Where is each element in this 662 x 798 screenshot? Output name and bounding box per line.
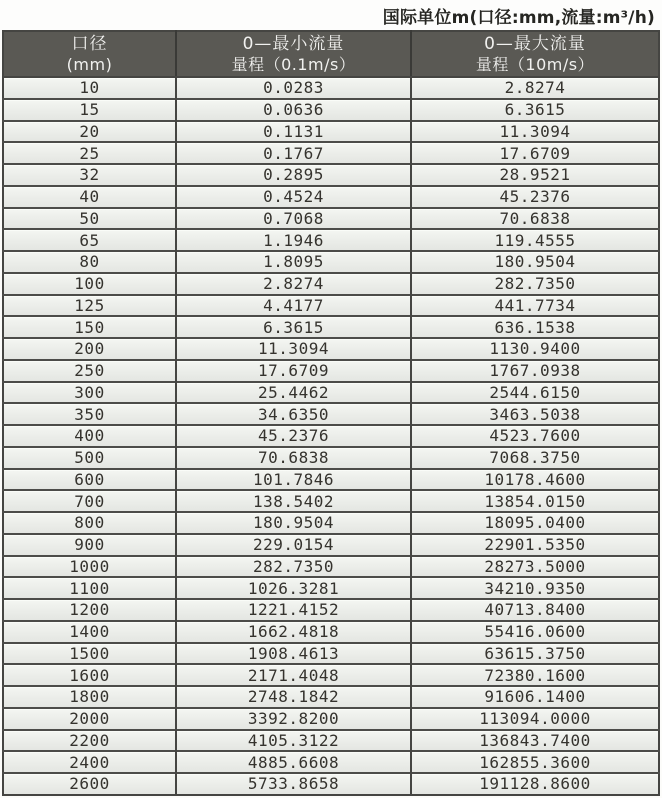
cell-min-flow: 0.2895 xyxy=(176,164,411,186)
col-header-min-flow-label: 0—最小流量 xyxy=(242,34,345,54)
cell-max-flow: 63615.3750 xyxy=(411,643,659,665)
table-row xyxy=(3,490,659,512)
cell-max-flow: 4523.7600 xyxy=(411,425,659,447)
cell-max-flow: 34210.9350 xyxy=(411,577,659,599)
table-row xyxy=(3,164,659,186)
cell-min-flow: 282.7350 xyxy=(176,556,411,578)
table-row xyxy=(3,316,659,338)
cell-min-flow: 180.9504 xyxy=(176,512,411,534)
table-row xyxy=(3,447,659,469)
table-row xyxy=(3,142,659,164)
cell-max-flow: 180.9504 xyxy=(411,251,659,273)
cell-min-flow: 0.0636 xyxy=(176,99,411,121)
flow-range-table xyxy=(2,30,660,796)
cell-min-flow: 1221.4152 xyxy=(176,599,411,621)
cell-min-flow: 17.6709 xyxy=(176,360,411,382)
cell-diameter: 1100 xyxy=(3,577,176,599)
cell-min-flow: 1908.4613 xyxy=(176,643,411,665)
cell-max-flow: 6.3615 xyxy=(411,99,659,121)
cell-max-flow: 2544.6150 xyxy=(411,382,659,404)
cell-diameter: 250 xyxy=(3,360,176,382)
cell-max-flow: 7068.3750 xyxy=(411,447,659,469)
cell-diameter: 80 xyxy=(3,251,176,273)
cell-diameter: 350 xyxy=(3,403,176,425)
cell-min-flow: 0.7068 xyxy=(176,208,411,230)
cell-max-flow: 191128.8600 xyxy=(411,773,659,795)
cell-max-flow: 10178.4600 xyxy=(411,469,659,491)
cell-diameter: 2200 xyxy=(3,730,176,752)
table-row xyxy=(3,556,659,578)
cell-diameter: 900 xyxy=(3,534,176,556)
cell-diameter: 1500 xyxy=(3,643,176,665)
cell-diameter: 20 xyxy=(3,121,176,143)
cell-diameter: 2600 xyxy=(3,773,176,795)
cell-max-flow: 22901.5350 xyxy=(411,534,659,556)
cell-diameter: 1200 xyxy=(3,599,176,621)
cell-max-flow: 17.6709 xyxy=(411,142,659,164)
cell-diameter: 150 xyxy=(3,316,176,338)
cell-max-flow: 72380.1600 xyxy=(411,664,659,686)
cell-diameter: 1600 xyxy=(3,664,176,686)
cell-min-flow: 101.7846 xyxy=(176,469,411,491)
cell-diameter: 125 xyxy=(3,295,176,317)
table-row xyxy=(3,338,659,360)
cell-diameter: 400 xyxy=(3,425,176,447)
cell-max-flow: 1767.0938 xyxy=(411,360,659,382)
cell-min-flow: 4105.3122 xyxy=(176,730,411,752)
table-body xyxy=(3,77,659,795)
table-row xyxy=(3,229,659,251)
cell-max-flow: 11.3094 xyxy=(411,121,659,143)
table-header xyxy=(3,31,659,77)
cell-max-flow: 2.8274 xyxy=(411,77,659,99)
col-header-min-flow-range: 量程（0.1m/s） xyxy=(231,55,356,74)
cell-min-flow: 2.8274 xyxy=(176,273,411,295)
cell-max-flow: 3463.5038 xyxy=(411,403,659,425)
table-row xyxy=(3,643,659,665)
table-row xyxy=(3,425,659,447)
cell-min-flow: 45.2376 xyxy=(176,425,411,447)
col-header-diameter-unit: (mm) xyxy=(66,55,113,74)
table-row xyxy=(3,686,659,708)
cell-max-flow: 70.6838 xyxy=(411,208,659,230)
cell-min-flow: 0.1767 xyxy=(176,142,411,164)
table-header-row xyxy=(3,31,659,77)
table-row xyxy=(3,751,659,773)
cell-diameter: 2000 xyxy=(3,708,176,730)
table-row xyxy=(3,621,659,643)
page-title: 国际单位m(口径:mm,流量:m³/h) xyxy=(382,7,655,28)
cell-min-flow: 138.5402 xyxy=(176,490,411,512)
cell-max-flow: 28273.5000 xyxy=(411,556,659,578)
cell-diameter: 2400 xyxy=(3,751,176,773)
table-row xyxy=(3,382,659,404)
table-row xyxy=(3,577,659,599)
cell-max-flow: 162855.3600 xyxy=(411,751,659,773)
cell-diameter: 10 xyxy=(3,77,176,99)
table-row xyxy=(3,99,659,121)
table-row xyxy=(3,664,659,686)
cell-max-flow: 282.7350 xyxy=(411,273,659,295)
cell-min-flow: 5733.8658 xyxy=(176,773,411,795)
table-row xyxy=(3,469,659,491)
cell-diameter: 800 xyxy=(3,512,176,534)
cell-min-flow: 229.0154 xyxy=(176,534,411,556)
cell-max-flow: 119.4555 xyxy=(411,229,659,251)
cell-min-flow: 11.3094 xyxy=(176,338,411,360)
cell-max-flow: 136843.7400 xyxy=(411,730,659,752)
table-row xyxy=(3,534,659,556)
table-row xyxy=(3,295,659,317)
cell-diameter: 15 xyxy=(3,99,176,121)
table-row xyxy=(3,251,659,273)
cell-diameter: 50 xyxy=(3,208,176,230)
table-row xyxy=(3,773,659,795)
cell-min-flow: 2171.4048 xyxy=(176,664,411,686)
title-bar xyxy=(0,0,662,30)
cell-diameter: 25 xyxy=(3,142,176,164)
cell-min-flow: 0.0283 xyxy=(176,77,411,99)
cell-min-flow: 1026.3281 xyxy=(176,577,411,599)
table-row xyxy=(3,599,659,621)
cell-min-flow: 25.4462 xyxy=(176,382,411,404)
table-row xyxy=(3,121,659,143)
cell-diameter: 1000 xyxy=(3,556,176,578)
cell-min-flow: 6.3615 xyxy=(176,316,411,338)
cell-max-flow: 1130.9400 xyxy=(411,338,659,360)
cell-min-flow: 0.4524 xyxy=(176,186,411,208)
table-row xyxy=(3,512,659,534)
cell-max-flow: 45.2376 xyxy=(411,186,659,208)
cell-min-flow: 0.1131 xyxy=(176,121,411,143)
cell-diameter: 600 xyxy=(3,469,176,491)
cell-max-flow: 28.9521 xyxy=(411,164,659,186)
cell-min-flow: 2748.1842 xyxy=(176,686,411,708)
cell-diameter: 100 xyxy=(3,273,176,295)
table-row xyxy=(3,273,659,295)
col-header-max-flow xyxy=(411,31,659,77)
cell-min-flow: 70.6838 xyxy=(176,447,411,469)
cell-min-flow: 34.6350 xyxy=(176,403,411,425)
cell-max-flow: 18095.0400 xyxy=(411,512,659,534)
cell-max-flow: 91606.1400 xyxy=(411,686,659,708)
cell-max-flow: 441.7734 xyxy=(411,295,659,317)
cell-diameter: 40 xyxy=(3,186,176,208)
cell-diameter: 1800 xyxy=(3,686,176,708)
cell-diameter: 65 xyxy=(3,229,176,251)
col-header-diameter xyxy=(3,31,176,77)
cell-diameter: 1400 xyxy=(3,621,176,643)
cell-min-flow: 1662.4818 xyxy=(176,621,411,643)
cell-diameter: 200 xyxy=(3,338,176,360)
table-row xyxy=(3,186,659,208)
cell-min-flow: 4885.6608 xyxy=(176,751,411,773)
col-header-diameter-label: 口径 xyxy=(71,34,108,54)
cell-max-flow: 55416.0600 xyxy=(411,621,659,643)
cell-max-flow: 40713.8400 xyxy=(411,599,659,621)
col-header-max-flow-label: 0—最大流量 xyxy=(484,34,586,54)
cell-diameter: 500 xyxy=(3,447,176,469)
cell-min-flow: 1.1946 xyxy=(176,229,411,251)
table-row xyxy=(3,77,659,99)
cell-max-flow: 636.1538 xyxy=(411,316,659,338)
table-row xyxy=(3,708,659,730)
table-row xyxy=(3,403,659,425)
cell-max-flow: 13854.0150 xyxy=(411,490,659,512)
col-header-max-flow-range: 量程（10m/s） xyxy=(475,55,595,74)
cell-min-flow: 3392.8200 xyxy=(176,708,411,730)
table-row xyxy=(3,360,659,382)
table-row xyxy=(3,208,659,230)
cell-diameter: 32 xyxy=(3,164,176,186)
cell-max-flow: 113094.0000 xyxy=(411,708,659,730)
cell-diameter: 300 xyxy=(3,382,176,404)
table-row xyxy=(3,730,659,752)
col-header-min-flow xyxy=(176,31,411,77)
cell-diameter: 700 xyxy=(3,490,176,512)
cell-min-flow: 1.8095 xyxy=(176,251,411,273)
cell-min-flow: 4.4177 xyxy=(176,295,411,317)
